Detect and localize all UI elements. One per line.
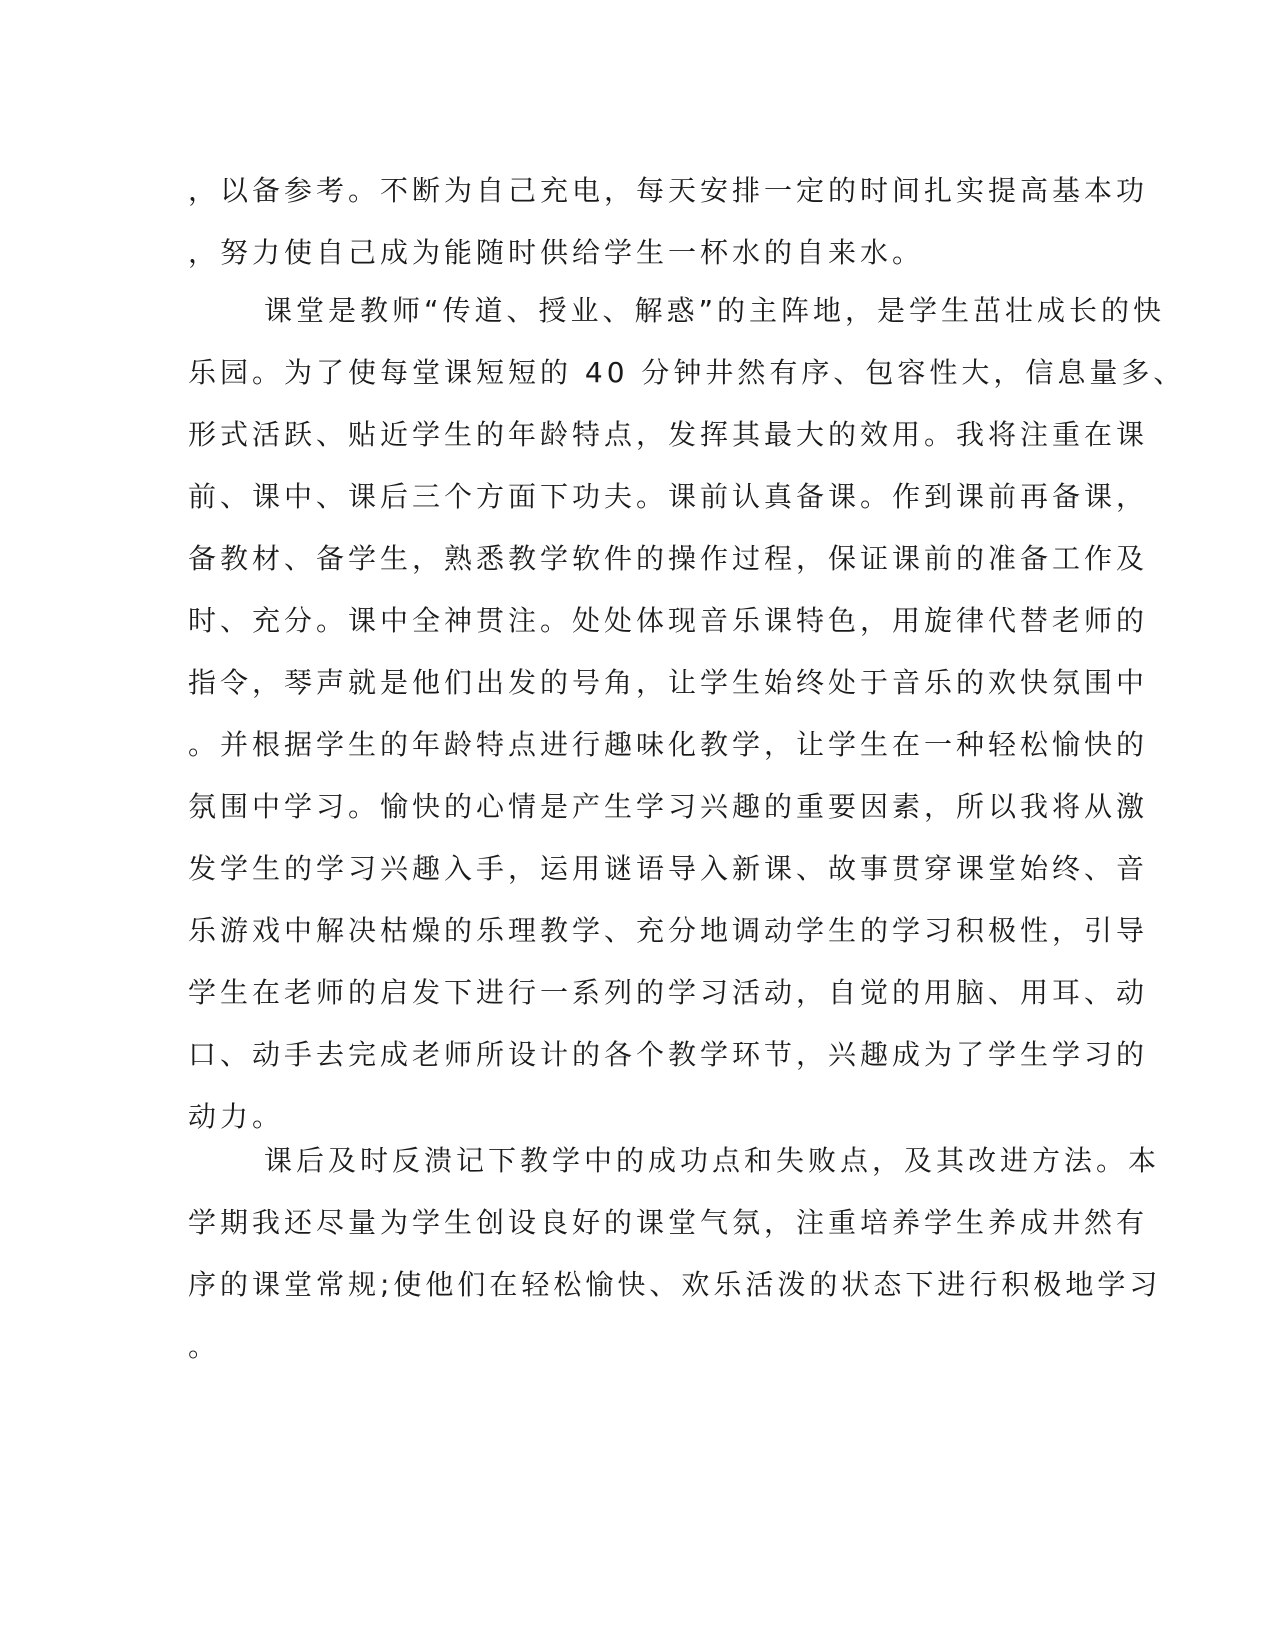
paragraph-line: 口、动手去完成老师所设计的各个教学环节，兴趣成为了学生学习的: [188, 1038, 1149, 1071]
paragraph-line: 时、充分。课中全神贯注。处处体现音乐课特色，用旋律代替老师的: [188, 604, 1149, 637]
paragraph-line: 。: [188, 1330, 221, 1363]
paragraph-line: 备教材、备学生，熟悉教学软件的操作过程，保证课前的准备工作及: [188, 542, 1149, 575]
paragraph-line: 前、课中、课后三个方面下功夫。课前认真备课。作到课前再备课，: [188, 480, 1149, 513]
paragraph-line: ，以备参考。不断为自己充电，每天安排一定的时间扎实提高基本功: [188, 174, 1149, 207]
paragraph-line: ，努力使自己成为能随时供给学生一杯水的自来水。: [188, 236, 925, 269]
paragraph-3: [188, 1130, 1162, 1378]
paragraph-2: [188, 280, 1186, 1148]
paragraph-line: 。并根据学生的年龄特点进行趣味化教学，让学生在一种轻松愉快的: [188, 728, 1149, 761]
paragraph-1: [188, 160, 1149, 284]
paragraph-line: 乐游戏中解决枯燥的乐理教学、充分地调动学生的学习积极性，引导: [188, 914, 1149, 947]
paragraph-line: 课后及时反溃记下教学中的成功点和失败点，及其改进方法。本: [264, 1144, 1161, 1177]
paragraph-line: 发学生的学习兴趣入手，运用谜语导入新课、故事贯穿课堂始终、音: [188, 852, 1149, 885]
paragraph-line: 动力。: [188, 1100, 285, 1133]
paragraph-line: 形式活跃、贴近学生的年龄特点，发挥其最大的效用。我将注重在课: [188, 418, 1149, 451]
paragraph-line: 氛围中学习。愉快的心情是产生学习兴趣的重要因素，所以我将从激: [188, 790, 1149, 823]
paragraph-line: 学生在老师的启发下进行一系列的学习活动，自觉的用脑、用耳、动: [188, 976, 1149, 1009]
paragraph-line: 指令，琴声就是他们出发的号角，让学生始终处于音乐的欢快氛围中: [188, 666, 1149, 699]
paragraph-line: 学期我还尽量为学生创设良好的课堂气氛，注重培养学生养成井然有: [188, 1206, 1149, 1239]
paragraph-line: 课堂是教师“传道、授业、解惑”的主阵地，是学生茁壮成长的快: [264, 294, 1166, 327]
paragraph-line: 乐园。为了使每堂课短短的 40 分钟井然有序、包容性大，信息量多、: [188, 356, 1186, 389]
paragraph-line: 序的课堂常规;使他们在轻松愉快、欢乐活泼的状态下进行积极地学习: [188, 1268, 1162, 1301]
